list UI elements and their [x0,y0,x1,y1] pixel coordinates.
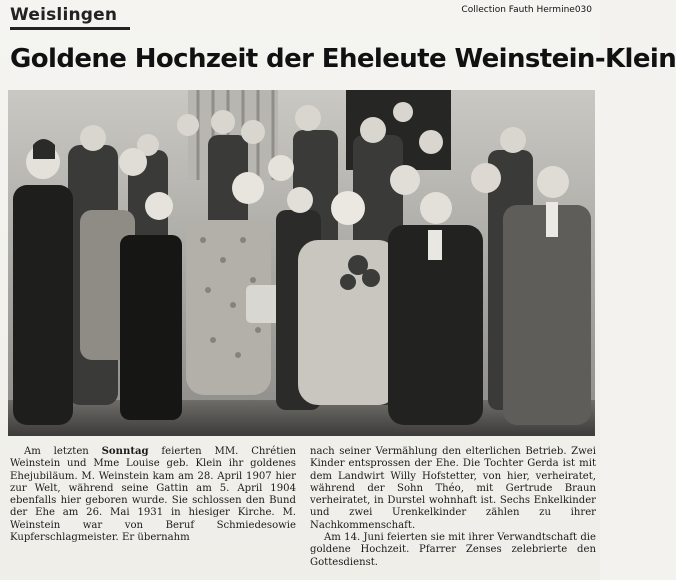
collection-credit: Collection Fauth Hermine030 [461,5,592,15]
group-photo-icon [8,90,595,436]
article-column-2 [310,446,596,580]
paragraph: Am 14. Juni feierten sie mit ihrer Verwandtschaft die goldene Hochzeit. Pfarrer Zenses zelebrierte den Gottesdienst. [310,532,596,568]
section-underline [10,27,130,30]
article-text [10,446,596,580]
section-label: Weislingen [10,5,118,25]
headline: Goldene Hochzeit der Eheleute Weinstein-Klein [10,44,676,74]
group-photo [8,90,595,436]
article-column-1 [10,446,296,580]
paragraph: nach seiner Vermählung den elterlichen Betrieb. Zwei Kinder entsprossen der Ehe. Die Tochter Gerda ist mit dem Landwirt Willy Hofstetter, von hier, verheiratet, während der Sohn Théo, mit Gertrude Braun verheiratet, in Durstel wohnhaft ist. Sechs Enkelkinder und zwei Urenkelkinder zählen zu ihrer Nachkommenschaft. [310,446,596,531]
paragraph: Am letzten Sonntag feierten MM. Chrétien Weinstein und Mme Louise geb. Klein ihr goldenes Ehejubiläum. M. Weinstein kam am 28. April 1907 hier zur Welt, während seine Gattin am 5. April 1904 ebenfalls hier geboren wurde. Sie schlossen den Bund der Ehe am 26. Mai 1931 in hiesiger Kirche. M. Weinstein war von Beruf Schmiedesowie Kupferschlagmeister. Er übernahm [10,446,296,544]
